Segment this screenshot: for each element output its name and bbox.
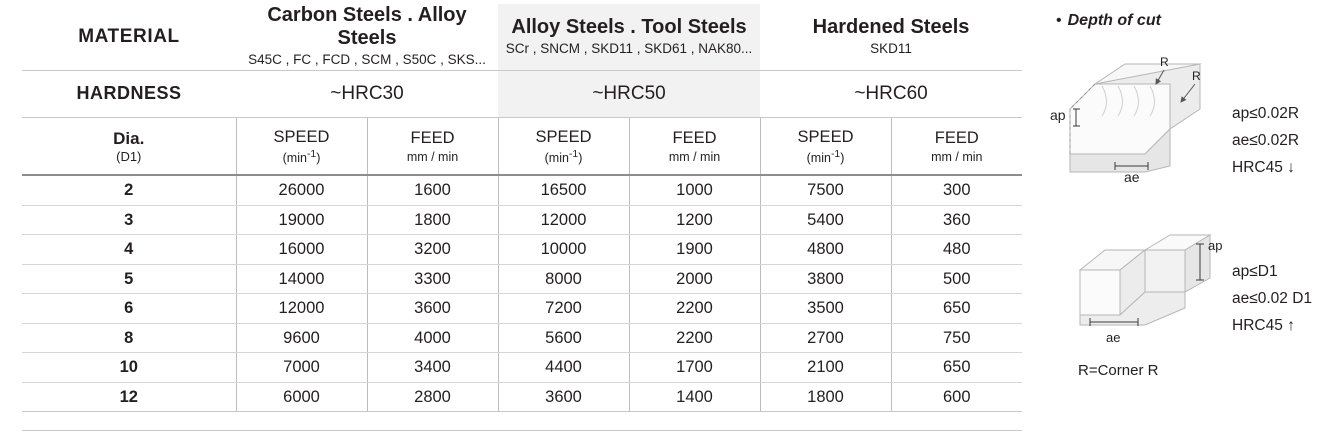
material-group-3: Hardened Steels SKD11 (760, 4, 1022, 71)
cell-feed-2: 1900 (629, 235, 760, 265)
cell-speed-1: 14000 (236, 264, 367, 294)
cell-speed-2: 16500 (498, 175, 629, 205)
note-hardness-limit-2: HRC45 ↑ (1232, 317, 1295, 335)
header-speed-1: SPEED $(\min^{-1})$ (236, 118, 367, 176)
note-ae-limit-2: ae≤0.02 D1 (1232, 290, 1313, 308)
cell-feed-1: 1600 (367, 175, 498, 205)
corner-r-legend: R=Corner R (1078, 362, 1159, 379)
table-row (22, 294, 1022, 324)
corner-r-notes (1232, 100, 1299, 181)
cell-feed-3: 300 (891, 175, 1022, 205)
hardness-group-3: ~HRC60 (760, 71, 1022, 118)
cutting-conditions-table (22, 4, 1022, 431)
slot-depth-notes (1232, 258, 1312, 339)
dia-label: Dia. (D1) (22, 118, 236, 176)
cell-feed-2: 1000 (629, 175, 760, 205)
cell-speed-3: 1800 (760, 382, 891, 412)
cell-feed-2: 1200 (629, 205, 760, 235)
cell-feed-3: 650 (891, 294, 1022, 324)
cell-speed-1: 6000 (236, 382, 367, 412)
bullet-icon: • (1056, 12, 1062, 29)
svg-text:ae: ae (1124, 169, 1140, 184)
hardness-row (22, 71, 1022, 118)
header-speed-2: SPEED $(\min^{-1})$ (498, 118, 629, 176)
cell-feed-1: 4000 (367, 323, 498, 353)
cell-speed-3: 5400 (760, 205, 891, 235)
hardness-group-2: ~HRC50 (498, 71, 760, 118)
cell-feed-3: 750 (891, 323, 1022, 353)
material-group-1: Carbon Steels . Alloy Steels S45C , FC , FCD , SCM , S50C , SKS... (236, 4, 498, 71)
hardness-group-1: ~HRC30 (236, 71, 498, 118)
cell-speed-1: 26000 (236, 175, 367, 205)
cell-feed-3: 650 (891, 353, 1022, 383)
cell-speed-2: 8000 (498, 264, 629, 294)
cell-speed-1: 9600 (236, 323, 367, 353)
table-footer-spacer (22, 412, 1022, 431)
note-hardness-limit: HRC45 ↓ (1232, 159, 1295, 177)
speed-unit-2: $(\min^{-1})$ (544, 148, 583, 165)
header-feed-1: FEED mm / min (367, 118, 498, 176)
column-header-row (22, 118, 1022, 176)
header-feed-3: FEED mm / min (891, 118, 1022, 176)
table-row (22, 382, 1022, 412)
cell-speed-1: 7000 (236, 353, 367, 383)
cell-speed-3: 7500 (760, 175, 891, 205)
svg-text:R: R (1160, 55, 1169, 69)
cell-dia: 4 (22, 235, 236, 265)
material-label: MATERIAL (22, 4, 236, 71)
cell-speed-1: 19000 (236, 205, 367, 235)
depth-of-cut-panel (1040, 0, 1321, 442)
header-speed-3: SPEED $(\min^{-1})$ (760, 118, 891, 176)
table-row (22, 175, 1022, 205)
cell-speed-2: 7200 (498, 294, 629, 324)
cell-speed-2: 10000 (498, 235, 629, 265)
cutting-conditions-table-wrapper (22, 4, 1022, 431)
cell-speed-2: 4400 (498, 353, 629, 383)
table-row (22, 205, 1022, 235)
note-ap-limit: ap≤0.02R (1232, 105, 1300, 122)
cell-feed-2: 2200 (629, 294, 760, 324)
cell-feed-1: 1800 (367, 205, 498, 235)
corner-r-figure (1040, 54, 1230, 184)
note-ap-limit-2: ap≤D1 (1232, 263, 1278, 280)
note-ae-limit: ae≤0.02R (1232, 132, 1300, 150)
cell-speed-1: 16000 (236, 235, 367, 265)
cell-speed-3: 2100 (760, 353, 891, 383)
table-row (22, 323, 1022, 353)
cell-dia: 10 (22, 353, 236, 383)
cell-feed-2: 2200 (629, 323, 760, 353)
cell-feed-1: 3300 (367, 264, 498, 294)
svg-text:R: R (1192, 69, 1201, 83)
slot-depth-figure (1050, 230, 1230, 350)
cell-feed-3: 500 (891, 264, 1022, 294)
cell-dia: 6 (22, 294, 236, 324)
cell-feed-2: 1700 (629, 353, 760, 383)
header-feed-2: FEED mm / min (629, 118, 760, 176)
cell-dia: 5 (22, 264, 236, 294)
cell-feed-1: 2800 (367, 382, 498, 412)
cell-feed-1: 3400 (367, 353, 498, 383)
table-row (22, 235, 1022, 265)
svg-text:ae: ae (1106, 330, 1121, 345)
cell-dia: 3 (22, 205, 236, 235)
depth-of-cut-title: • Depth of cut (1056, 12, 1161, 29)
cell-speed-2: 3600 (498, 382, 629, 412)
cell-feed-3: 360 (891, 205, 1022, 235)
cell-feed-2: 1400 (629, 382, 760, 412)
speed-unit-1: $(\min^{-1})$ (282, 148, 321, 165)
cell-speed-2: 5600 (498, 323, 629, 353)
svg-text:ap: ap (1208, 238, 1223, 253)
cell-feed-3: 480 (891, 235, 1022, 265)
cell-speed-3: 3500 (760, 294, 891, 324)
cell-feed-1: 3200 (367, 235, 498, 265)
cell-dia: 2 (22, 175, 236, 205)
cell-speed-3: 3800 (760, 264, 891, 294)
table-row (22, 264, 1022, 294)
cell-speed-3: 2700 (760, 323, 891, 353)
cell-speed-1: 12000 (236, 294, 367, 324)
speed-unit-3: $(\min^{-1})$ (806, 148, 845, 165)
material-group-2: Alloy Steels . Tool Steels SCr , SNCM , SKD11 , SKD61 , NAK80... (498, 4, 760, 71)
cell-feed-2: 2000 (629, 264, 760, 294)
cell-feed-1: 3600 (367, 294, 498, 324)
cell-feed-3: 600 (891, 382, 1022, 412)
cell-speed-2: 12000 (498, 205, 629, 235)
material-header-row (22, 4, 1022, 71)
cell-dia: 12 (22, 382, 236, 412)
cell-speed-3: 4800 (760, 235, 891, 265)
hardness-label: HARDNESS (22, 71, 236, 118)
cell-dia: 8 (22, 323, 236, 353)
svg-text:ap: ap (1050, 107, 1066, 123)
table-row (22, 353, 1022, 383)
